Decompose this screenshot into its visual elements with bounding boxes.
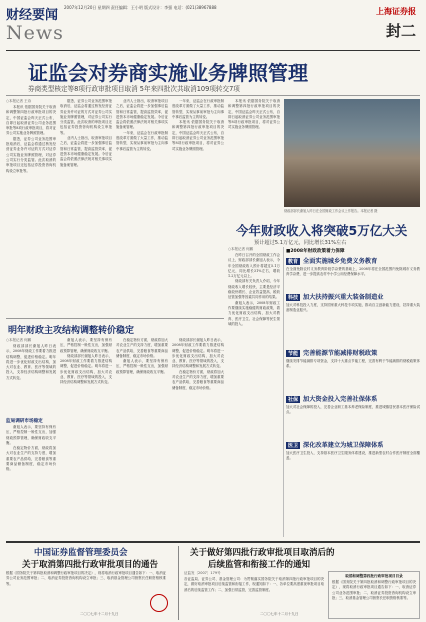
left-paragraph: 谢旭人表示，要坚持有保有压，严格控制一般性支出，加强财政预算管理，确保财政收支平衡。 bbox=[60, 338, 112, 353]
side-item-title: 深化改革建立为城卫保障体系 bbox=[303, 442, 384, 449]
side-item-text: 加大对社会保障的投入，完善企业职工基本养老保险制度，推进城镇居民基本医疗保险试点。 bbox=[286, 405, 420, 415]
notice-left-title1: 中国证券监督管理委员会 bbox=[34, 548, 128, 558]
divider bbox=[6, 95, 420, 96]
section-title-en: News bbox=[6, 22, 64, 44]
paper-logo: 上海证券报 bbox=[376, 6, 416, 16]
appendix-table bbox=[328, 571, 420, 619]
notice-right-title2: 后续监管和衔接工作的通知 bbox=[208, 560, 311, 570]
feature-paragraph: 谢旭人表示，2008年财政工作要继续实施稳健的财政政策，着力优化财政支出结构，加大对教育、医疗卫生、社会保障等民生领域的投入。 bbox=[228, 300, 280, 326]
side-tag: 社保 bbox=[288, 397, 299, 403]
side-item-text: 加大医疗卫生投入，支持基本医疗卫生服务体系建设，推进新型农村合作医疗制度全面覆盖。 bbox=[286, 451, 420, 461]
notice-left-body: 根据《国务院关于第四批取消和调整行政审批项目的决定》，现将取消行政审批项目通告如下：一、取消证券公司业务范围审批；二、取消证券投资咨询机构设立审批；三、取消基金管理公司督察长任职资格核准等。 bbox=[6, 571, 166, 586]
masthead-rule bbox=[6, 50, 420, 51]
section-title: 财经要闻 bbox=[6, 8, 59, 23]
left-story-headline: 明年财政主攻结构调整转价稳定 bbox=[8, 326, 135, 336]
left-story-byline: ○本报记者 何鹏 bbox=[6, 338, 32, 342]
left-col-1b bbox=[6, 425, 56, 535]
left-paragraph: 在稳定物价方面，财政将加大对农业生产的支持力度，增加重要农产品供给，完善粮食等重要商品储备制度，稳定市场价格。 bbox=[172, 369, 224, 390]
lead-paragraph: 本报讯 依据国务院关于取消和调整第四批行政审批项目的决定，中国证监会昨天正式公布，自即日起取消证券公司业务范围审批等8项行政审批项目，将对证券公司实施业务牌照管理。 bbox=[228, 99, 280, 130]
left-paragraph: 谢旭人表示，要坚持有保有压，严格控制一般性支出，加强财政预算管理，确保财政收支平衡。 bbox=[116, 359, 168, 374]
lead-paragraph: 业内人士指出，取消审批项目之后，证监会将进一步加强事后监管和日常监管，提高监管效率，促进资本市场健康稳定发展。今后证监会将依照法律法规对相关事项实施备案管理。 bbox=[116, 99, 168, 130]
lead-col-1 bbox=[6, 105, 56, 315]
appendix-title: 取消和调整第四批行政审批项目目录 bbox=[345, 574, 403, 578]
lead-byline: ○本报记者 王诗 bbox=[6, 99, 32, 103]
left-col-4 bbox=[172, 338, 224, 538]
side-item-text: 加大对科技投入力度，支持国家重大科技专项实施，推动自主创新能力建设，扶持重大装备制造业振兴。 bbox=[286, 303, 420, 313]
lead-col-4 bbox=[172, 99, 224, 315]
notice-right-ref: 证监发〔2007〕179号 bbox=[184, 571, 221, 575]
side-item bbox=[286, 394, 420, 443]
appendix-body: 根据《国务院关于第四批取消和调整行政审批项目的决定》，现将取消行政审批项目通告如下：一、取消证券公司业务范围审批；二、取消证券投资咨询机构设立审批；三、取消基金管理公司督察长任职资格核准等。 bbox=[332, 580, 416, 600]
lead-col-5 bbox=[228, 99, 280, 241]
divider bbox=[6, 541, 420, 543]
lead-paragraph: 业内人士指出，取消审批项目之后，证监会将进一步加强事后监管和日常监管，提高监管效率，促进资本市场健康稳定发展。今后证监会将依照法律法规对相关事项实施备案管理。 bbox=[60, 136, 112, 167]
side-item bbox=[286, 440, 420, 531]
left-col-3 bbox=[116, 338, 168, 538]
left-col-1 bbox=[6, 344, 56, 416]
edition-meta: 2007年12月20日 星期四 责任编辑：王小明 版式设计：李强 电话：(021)38967888 bbox=[64, 5, 217, 10]
divider bbox=[283, 247, 284, 537]
notice-right-body: 各证监局、证券公司、基金管理公司：为贯彻落实国务院关于取消第四批行政审批项目的决定，做好取消审批项目后续监管和衔接工作，现通知如下：一、各单位要高度重视审批项目取消后的后续监管工作；二、加强日常监管，完善监管制度。 bbox=[184, 577, 324, 592]
lead-paragraph: 本报讯 依据国务院关于取消和调整第四批行政审批项目的决定，中国证监会昨天正式公布，自即日起取消证券公司业务范围审批等8项行政审批项目，将对证券公司实施业务牌照管理。 bbox=[6, 105, 56, 136]
notice-left-date: 二〇〇七年十二月十九日 bbox=[80, 612, 119, 616]
side-item bbox=[286, 348, 420, 397]
side-item-text: 在全面免除农村义务教育阶段学杂费的基础上，2008年将在全国范围内免除城市义务教育学杂费，进一步提高农村中小学公用经费保障水平。 bbox=[286, 267, 420, 277]
official-seal-icon bbox=[150, 594, 168, 612]
side-item-title: 加大资金投入完善社保体系 bbox=[303, 396, 378, 403]
side-item bbox=[286, 256, 420, 294]
lead-paragraph: 本报讯 依据国务院关于取消和调整第四批行政审批项目的决定，中国证监会昨天正式公布，自即日起取消证券公司业务范围审批等8项行政审批项目，将对证券公司实施业务牌照管理。 bbox=[172, 120, 224, 151]
side-box-title: ■2008年财政政策着力保障 bbox=[286, 249, 345, 254]
news-photo bbox=[284, 99, 420, 207]
photo-caption: 财政部部长谢旭人昨日在全国财政工作会议上作报告。本报记者 摄 bbox=[284, 209, 378, 213]
notice-right-title1: 关于做好第四批行政审批项目取消后的 bbox=[190, 548, 335, 558]
side-item-title: 完善能源节能减排财税政策 bbox=[303, 350, 378, 357]
side-tag: 科技 bbox=[288, 295, 299, 301]
feature-byline: ○本报记者 何鹏 bbox=[228, 247, 254, 251]
side-item bbox=[286, 292, 420, 351]
side-tag: 教育 bbox=[288, 259, 299, 265]
feature-headline: 今年财政收入将突破5万亿大关 bbox=[236, 223, 408, 238]
masthead bbox=[6, 4, 420, 50]
left-paragraph: 财政部部长谢旭人昨日表示，2008年财政工作要着力推进结构调整，促进价格稳定。明年将进一步优化财政支出结构，加大对农业、教育、医疗等领域的投入，支持经济结构调整和发展方式转变。 bbox=[6, 344, 56, 380]
lead-col-2 bbox=[60, 99, 112, 315]
lead-deck: 券商类型核定等8项行政审批项目取消 5年来四批次共取消109项转交7项 bbox=[28, 85, 240, 93]
left-paragraph: 谢旭人表示，要坚持有保有压，严格控制一般性支出，加强财政预算管理，确保财政收支平衡。 bbox=[6, 425, 56, 445]
lead-headline: 证监会对券商实施业务牌照管理 bbox=[28, 61, 308, 85]
lead-paragraph: 据悉，证券公司业务范围审批取消后，证监会将通过核发经营证券业务许可证的方式对证券公司实施业务牌照管理，对证券公司实行分类监管。此次取消的审批项目还包括证券投资咨询机构设立审批等。 bbox=[60, 99, 112, 135]
left-paragraph: 在稳定物价方面，财政将加大对农业生产的支持力度，增加重要农产品供给，完善粮食等重要商品储备制度，稳定市场价格。 bbox=[6, 446, 56, 472]
left-subhead: 监局调研市场稳定 bbox=[6, 419, 43, 424]
side-item-text: 继续安排节能减排专项资金，支持十大重点节能工程，完善有利于节能减排的财税政策体系。 bbox=[286, 359, 420, 369]
left-paragraph: 在稳定物价方面，财政将加大对农业生产的支持力度，增加重要农产品供给，完善粮食等重要商品储备制度，稳定市场价格。 bbox=[116, 338, 168, 358]
notice-left-title2: 关于取消第四批行政审批项目的通告 bbox=[22, 560, 159, 570]
side-tag: 医卫 bbox=[288, 443, 299, 449]
notice-right-date: 二〇〇七年十二月十九日 bbox=[260, 612, 299, 616]
left-paragraph: 财政部部长谢旭人昨日表示，2008年财政工作要着力推进结构调整，促进价格稳定。明年将进一步优化财政支出结构，加大对农业、教育、医疗等领域的投入，支持经济结构调整和发展方式转变。 bbox=[60, 353, 112, 385]
feature-col-1 bbox=[228, 253, 280, 538]
lead-paragraph: 一年来，证监会在行政审批制度改革方面做了大量工作，推动监管转型，实现从事前审批为主向事中事后监管为主的转变。 bbox=[172, 99, 224, 119]
feature-paragraph: 在昨日召开的全国财政工作会议上，财政部部长谢旭人表示，今年全国财政收入预计将超过5.1万亿元，同比增长31%左右，增收1.2万亿元以上。 bbox=[228, 253, 280, 279]
page-label: 封二 bbox=[385, 22, 416, 40]
side-tag: 节能 bbox=[288, 351, 299, 357]
side-item-title: 加大扶持振兴重大装备制造业 bbox=[303, 294, 384, 301]
left-paragraph: 财政部部长谢旭人昨日表示，2008年财政工作要着力推进结构调整，促进价格稳定。明年将进一步优化财政支出结构，加大对农业、教育、医疗等领域的投入，支持经济结构调整和发展方式转变。 bbox=[172, 338, 224, 369]
lead-paragraph: 一年来，证监会在行政审批制度改革方面做了大量工作，推动监管转型，实现从事前审批为主向事中事后监管为主的转变。 bbox=[116, 130, 168, 151]
lead-col-3 bbox=[116, 99, 168, 315]
side-item-title: 全面实施城乡免费义务教育 bbox=[303, 258, 378, 265]
feature-deck: 预计超过5.1万亿元，同比增长31%左右 bbox=[254, 240, 347, 246]
left-col-2 bbox=[60, 338, 112, 538]
feature-paragraph: 财政部有关负责人介绍，今年财政收入增长较快，主要是经济平稳较快增长、企业效益提高、税收征管加强等因素共同作用的结果。 bbox=[228, 279, 280, 300]
divider bbox=[178, 546, 179, 620]
lead-paragraph: 据悉，证券公司业务范围审批取消后，证监会将通过核发经营证券业务许可证的方式对证券公司实施业务牌照管理，对证券公司实行分类监管。此次取消的审批项目还包括证券投资咨询机构设立审批等。 bbox=[6, 136, 56, 173]
divider bbox=[6, 318, 224, 319]
